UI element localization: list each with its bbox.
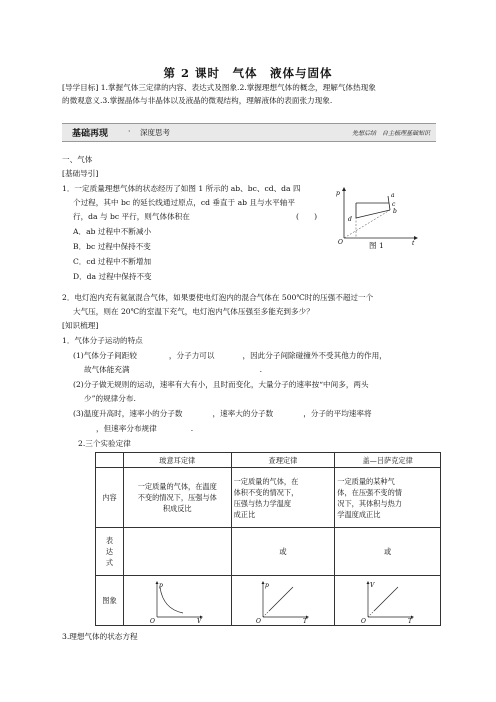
expr-charles	[231, 528, 335, 576]
q1-option-d: D．da 过程中保持不变	[73, 272, 152, 281]
expr-boyle	[123, 528, 231, 576]
fig1-label-a: a	[391, 192, 395, 199]
g2-x-label: T	[302, 617, 307, 623]
content-boyle-l3: 积成反比	[162, 504, 192, 513]
k1-line-1-a: (1)气体分子间距较	[73, 351, 137, 360]
content-gay-lussac-l1: 一定质量的某种气	[337, 476, 395, 486]
content-boyle-l2: 不变的情况下，压强与体	[137, 493, 217, 502]
k1-line-5-b: ，速率大的分子数	[212, 409, 274, 418]
q1-option-a: A．ab 过程中不断减小	[73, 227, 152, 236]
fig1-label-d: d	[348, 216, 352, 223]
banner-main: 基础再现	[72, 129, 109, 139]
q1-answer-paren: ( )	[296, 212, 318, 221]
guide-goal-line-1: [导学目标] 1.掌握气体三定律的内容、表达式及图象.2.掌握理想气体的概念，理解气体热现象	[62, 83, 376, 92]
graph-boyle	[123, 576, 231, 626]
k1-line-1-c: ，因此分子间除碰撞外不受其他力的作用，	[242, 351, 387, 360]
q1-line-3: 行，da 与 bc 平行，则气体体积在	[73, 212, 190, 221]
gas-laws-table	[95, 452, 441, 626]
banner-sep: ·	[128, 127, 131, 136]
g1-x-label: V	[197, 617, 202, 623]
page-title: 第 2 课时 气体 液体与固体	[163, 66, 333, 80]
g2-y-label: p	[264, 581, 269, 589]
q1-option-c: C．cd 过程中不断增加	[73, 257, 152, 266]
section-banner	[62, 123, 436, 142]
fig1-axis-t: t	[412, 240, 415, 245]
graph-gay-lussac	[335, 576, 441, 626]
k1-line-2	[84, 364, 262, 375]
k1-line-1	[73, 350, 387, 361]
fig1-label-b: b	[393, 208, 397, 215]
q2-line-1: 2．电灯泡内充有氦氩混合气体，如果要使电灯泡内的混合气体在 500℃时的压强不超过一个	[62, 293, 374, 302]
k1-line-4: 少”的规律分布.	[84, 394, 136, 403]
content-charles-l4: 成正比	[233, 509, 256, 519]
content-boyle-l1: 一定质量的气体，在温度	[137, 482, 217, 491]
banner-sub: 深度思考	[140, 128, 170, 137]
k1-line-1-b: ，分子力可以	[168, 351, 215, 360]
header-boyle: 玻意耳定律	[123, 453, 231, 468]
figure-1-pt-diagram	[336, 185, 420, 245]
knowledge-heading: [知识梳理]	[62, 321, 99, 330]
isochore-pt-graph	[255, 579, 311, 623]
section-heading-gas: 一、气体	[62, 155, 93, 164]
row-expr-char-3: 式	[105, 558, 114, 567]
content-charles-l2: 体积不变的情况下，	[233, 487, 299, 497]
k1-line-5-a: (3)温度升高时，速率小的分子数	[73, 409, 183, 418]
k1-line-6-end: .	[190, 424, 194, 433]
fig1-axis-p: p	[336, 190, 340, 197]
g1-origin: O	[150, 617, 156, 623]
content-charles-l3: 压强与热力学温度	[233, 498, 292, 508]
row-label-content: 内容	[96, 468, 124, 528]
isotherm-pv-graph	[149, 579, 205, 623]
g3-x-label: T	[407, 617, 412, 623]
or-text-1: 或	[279, 547, 287, 556]
k1-line-5-c: ，分子的平均速率将	[303, 409, 372, 418]
g2-origin: O	[255, 617, 261, 623]
row-label-expression	[96, 528, 124, 576]
k1-line-5	[73, 408, 372, 419]
header-gay-lussac: 盖—吕萨克定律	[335, 453, 441, 468]
table-corner	[96, 453, 124, 468]
q1-line-1: 1．一定质量理想气体的状态经历了如图 1 所示的 ab、bc、cd、da 四	[62, 184, 301, 193]
row-expr-char-2: 达	[105, 547, 114, 556]
isobar-vt-graph	[360, 579, 416, 623]
or-text-2: 或	[384, 547, 392, 556]
k1-line-3: (2)分子做无规则的运动，速率有大有小，且时而变化，大量分子的速率按“中间多，两头	[73, 380, 369, 389]
k2-heading: 2.三个实验定律	[78, 439, 131, 448]
header-charles-pressure: 查理定律	[231, 453, 335, 468]
q1-line-2: 个过程，其中 bc 的延长线通过原点，cd 垂直于 ab 且与水平轴平	[73, 198, 295, 207]
expr-gay-lussac	[335, 528, 441, 576]
row-label-image: 图象	[96, 576, 124, 626]
fig1-label-c: c	[392, 201, 396, 208]
k1-line-2-end: .	[259, 365, 262, 374]
fig1-origin: O	[338, 239, 343, 245]
content-gay-lussac-l2: 体，在压强不变的情	[337, 487, 402, 497]
guide-goal-line-2: 的微观意义.3.掌握晶体与非晶体以及液晶的微观结构，理解液体的表面张力现象.	[62, 96, 333, 105]
content-gay-lussac-l3: 况下，其体积与热力	[337, 498, 402, 508]
content-boyle	[123, 468, 231, 528]
g1-y-label: p	[159, 581, 164, 589]
k3-heading: 3.理想气体的状态方程	[62, 632, 138, 641]
k1-heading: 1．气体分子运动的特点	[62, 336, 143, 345]
k1-line-6	[84, 423, 193, 434]
k1-line-6-a: ，但速率分布规律	[96, 424, 157, 433]
content-gay-lussac-l4: 学温度成正比	[337, 509, 381, 519]
g3-origin: O	[360, 617, 366, 623]
banner-right: 先想后结 自主梳理基础知识	[351, 130, 430, 137]
content-charles-l1: 一定质量的气体，在	[233, 476, 299, 486]
row-expr-char-1: 表	[105, 536, 114, 545]
g3-y-label: V	[369, 581, 374, 589]
q2-line-2: 大气压，则在 20℃的室温下充气，电灯泡内气体压强至多能充到多少？	[73, 307, 314, 316]
content-charles	[231, 468, 335, 528]
figure-1-caption: 图 1	[369, 241, 384, 250]
graph-charles	[231, 576, 335, 626]
k1-line-2-text: 故气体能充满	[84, 365, 130, 374]
basic-guide-heading: [基础导引]	[62, 169, 99, 178]
q1-option-b: B．bc 过程中保持不变	[73, 242, 151, 251]
content-gay-lussac	[335, 468, 441, 528]
